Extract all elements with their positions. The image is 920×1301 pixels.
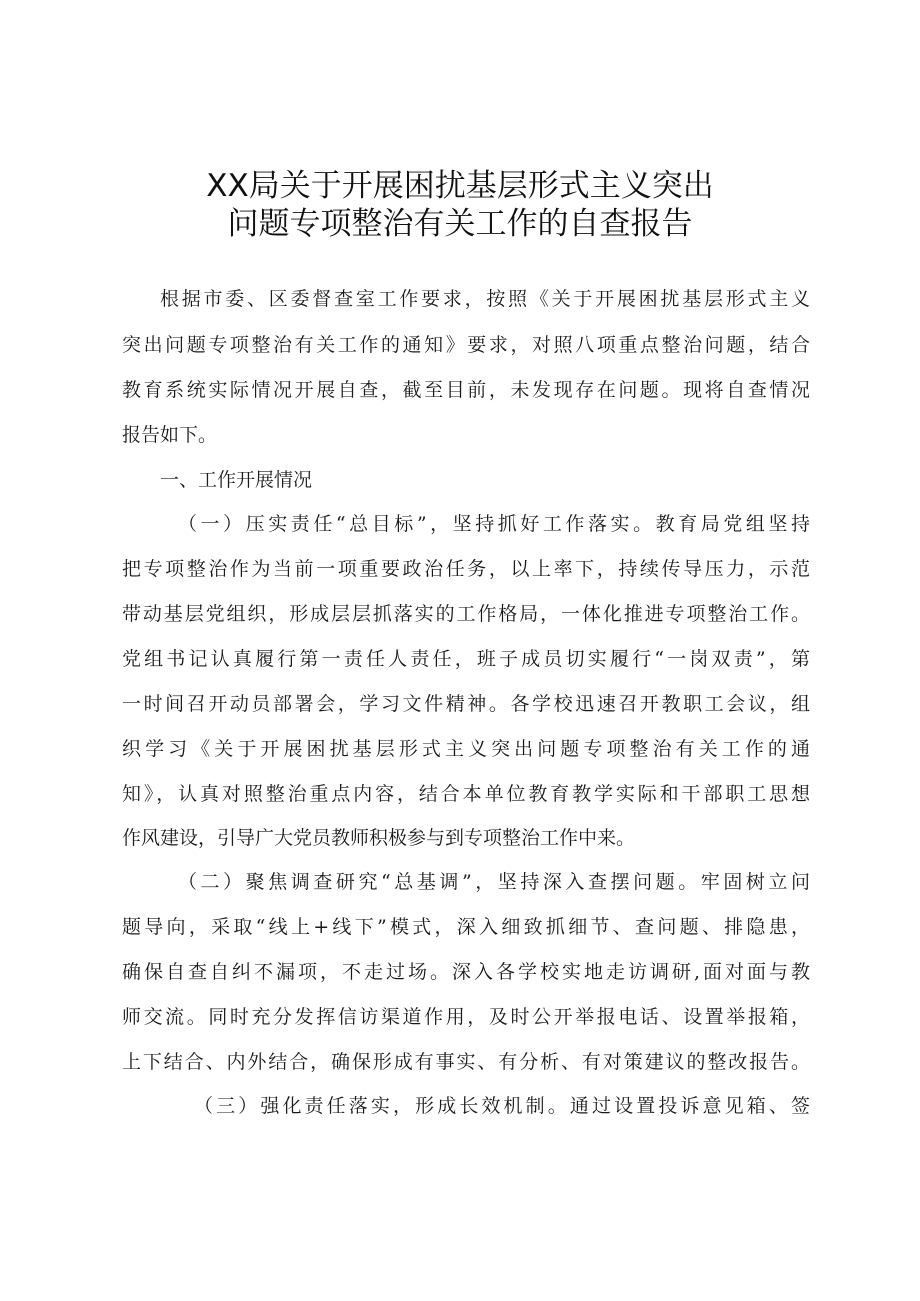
document-title-line-1: XX局关于开展困扰基层形式主义突出 (206, 168, 714, 204)
paragraph-line: 报告如下。 (122, 424, 218, 446)
paragraph-line: （三）强化责任落实，形成长效机制。通过设置投诉意见箱、签 (194, 1095, 810, 1117)
paragraph-line: 题导向，采取“线上+线下”模式，深入细致抓细节、查问题、排隐患， (122, 916, 810, 938)
document-title-line-2: 问题专项整治有关工作的自查报告 (227, 206, 693, 242)
paragraph-line: 教育系统实际情况开展自查，截至目前，未发现存在问题。现将自查情况 (122, 379, 810, 401)
paragraph-line: 确保自查自纠不漏项，不走过场。深入各学校实地走访调研,面对面与教 (122, 961, 810, 983)
paragraph-line: 知》，认真对照整治重点内容，结合本单位教育教学实际和干部职工思想 (122, 783, 810, 805)
paragraph-line: 师交流。同时充分发挥信访渠道作用，及时公开举报电话、设置举报箱， (122, 1006, 810, 1028)
paragraph-line: 一时间召开动员部署会，学习文件精神。各学校迅速召开教职工会议，组 (122, 693, 810, 715)
paragraph-line: 根据市委、区委督查室工作要求，按照《关于开展困扰基层形式主义 (160, 288, 810, 310)
paragraph-line: 党组书记认真履行第一责任人责任，班子成员切实履行“一岗双责”，第 (122, 648, 810, 670)
paragraph-line: （二）聚焦调查研究“总基调”，坚持深入查摆问题。牢固树立问 (178, 871, 810, 893)
paragraph-line: 把专项整治作为当前一项重要政治任务，以上率下，持续传导压力，示范 (122, 558, 810, 580)
paragraph-line: 带动基层党组织，形成层层抓落实的工作格局，一体化推进专项整治工作。 (122, 603, 810, 625)
paragraph-line: （一）压实责任“总目标”，坚持抓好工作落实。教育局党组坚持 (178, 513, 810, 535)
paragraph-line: 作风建设，引导广大党员教师积极参与到专项整治工作中来。 (122, 827, 636, 849)
section-heading: 一、工作开展情况 (160, 469, 313, 491)
paragraph-line: 织学习《关于开展困扰基层形式主义突出问题专项整治有关工作的通 (122, 738, 810, 760)
paragraph-line: 上下结合、内外结合，确保形成有事实、有分析、有对策建议的整改报告。 (122, 1051, 810, 1073)
paragraph-line: 突出问题专项整治有关工作的通知》要求，对照八项重点整治问题，结合 (122, 334, 810, 356)
